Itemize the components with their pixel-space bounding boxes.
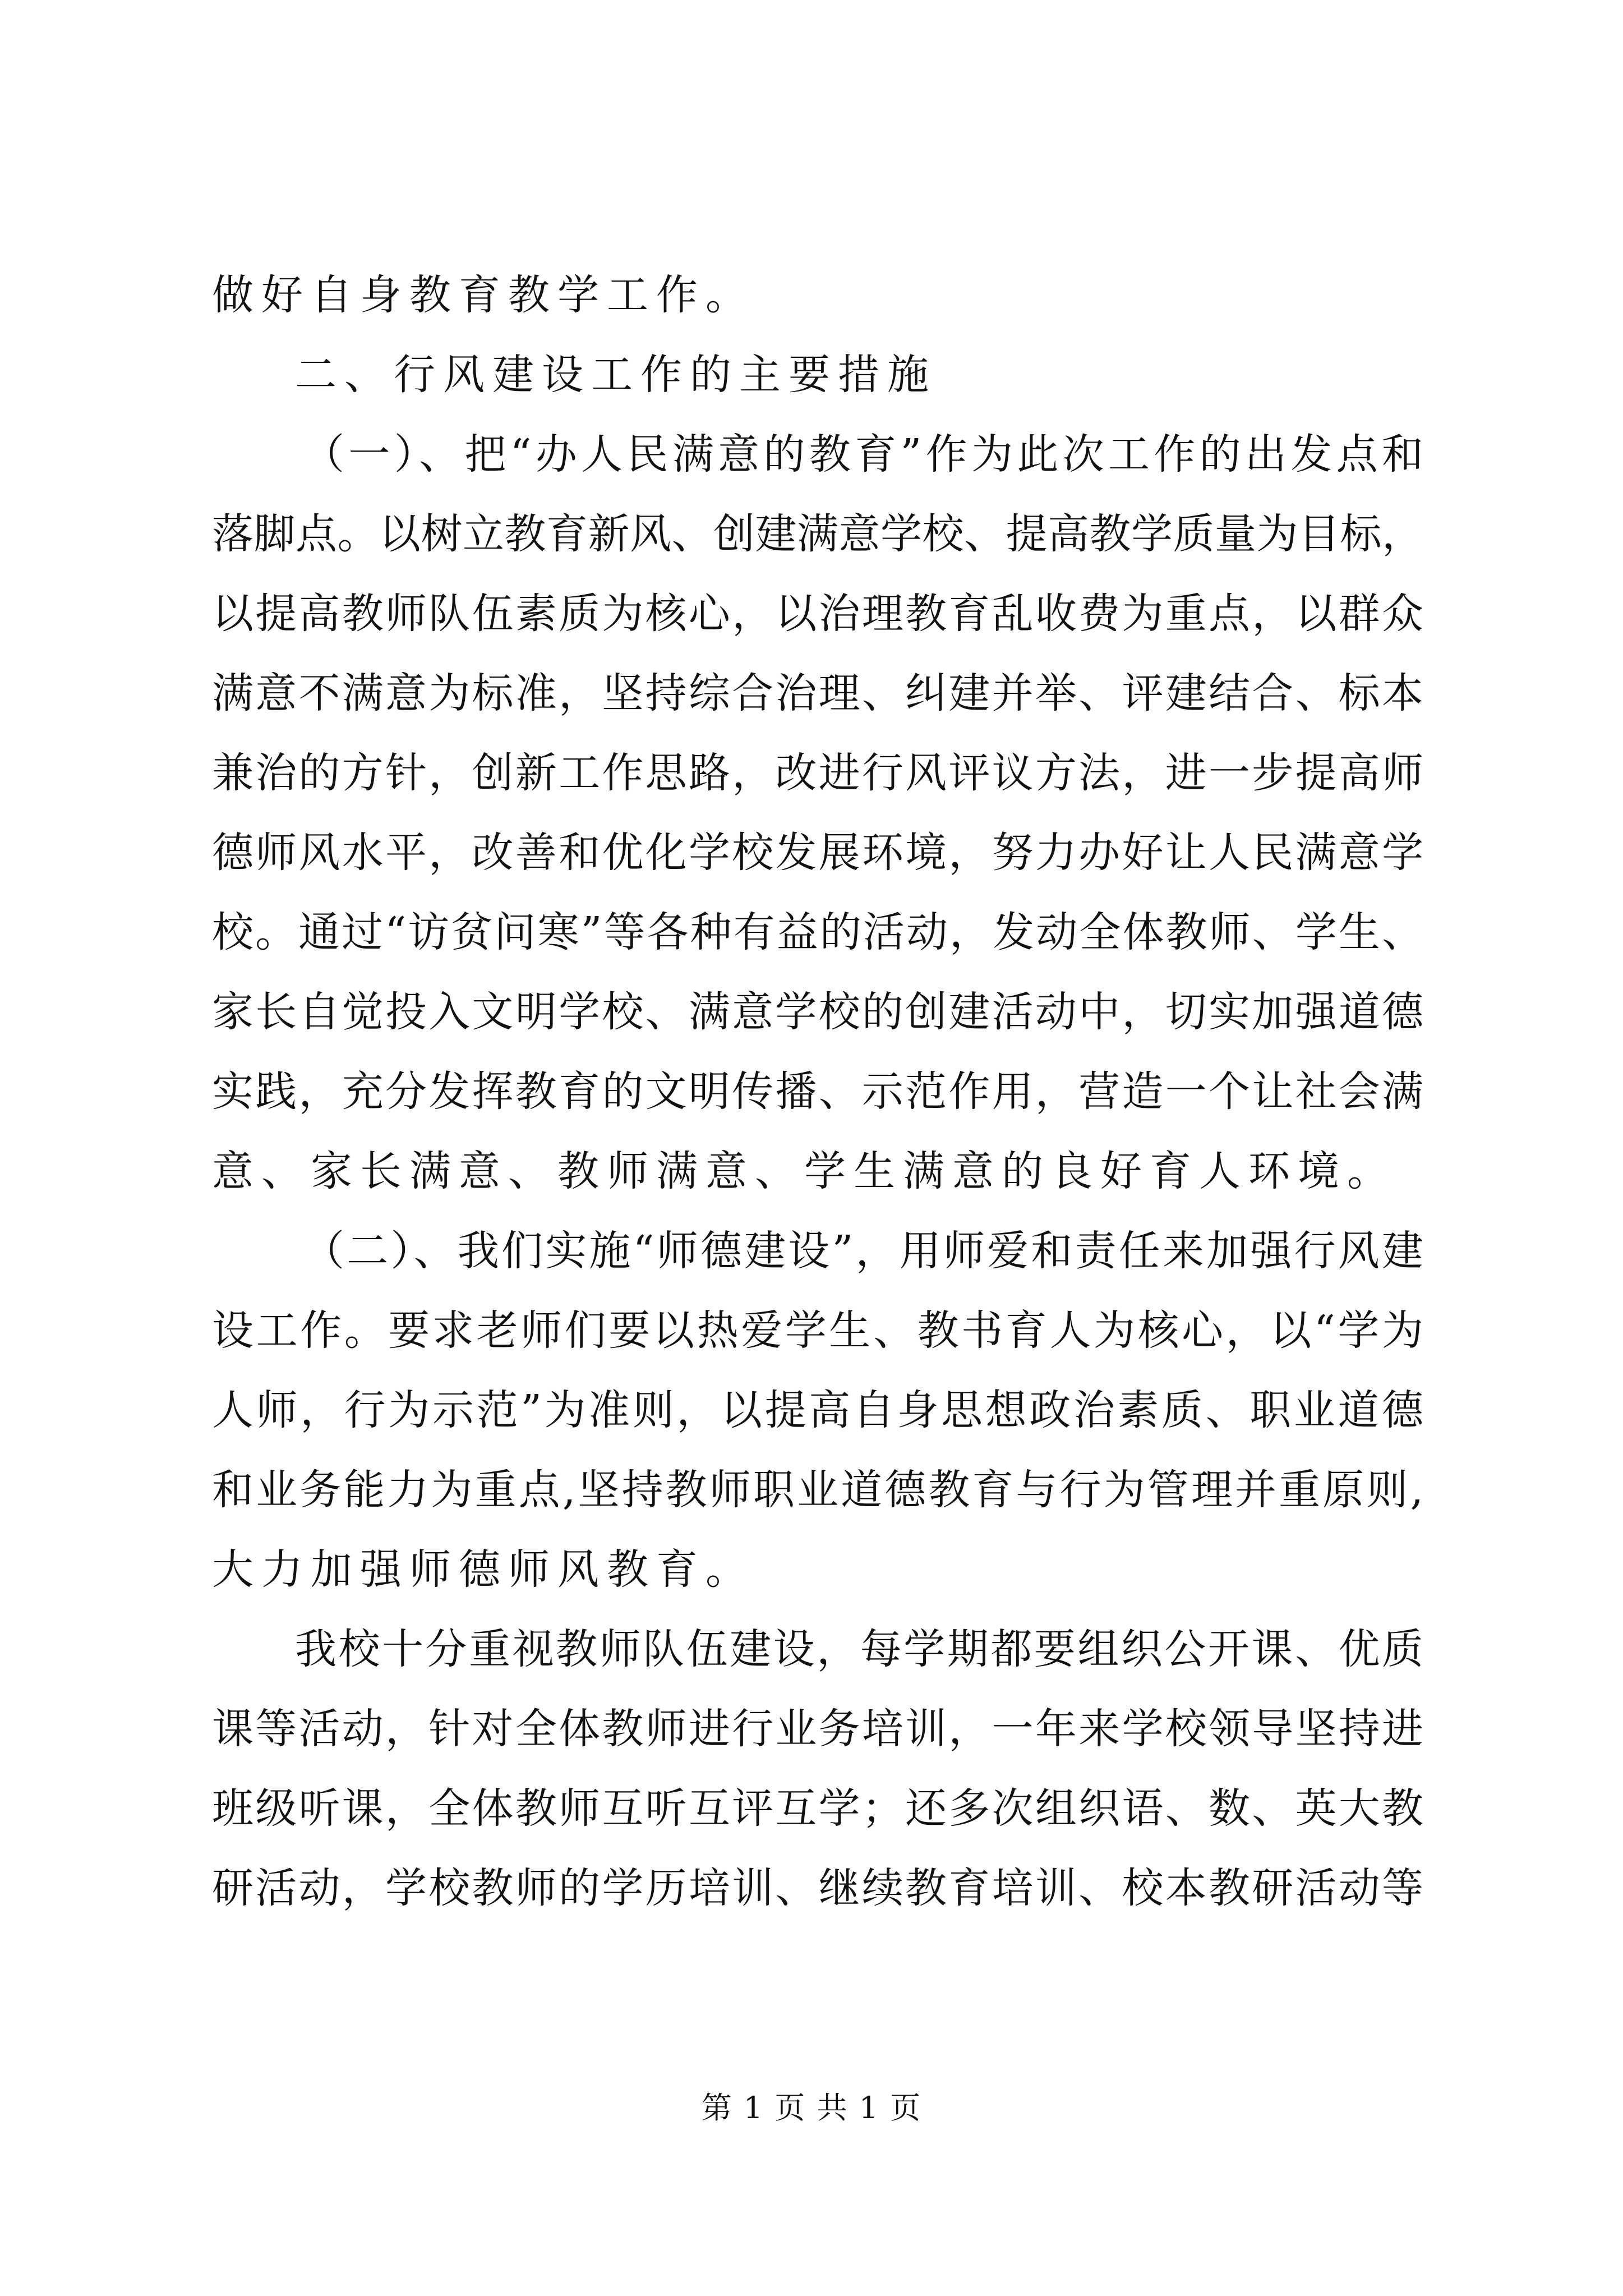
text-line-8: 德师风水平，改善和优化学校发展环境，努力办好让人民满意学: [212, 829, 1423, 877]
text-line-16: 和业务能力为重点,坚持教师职业道德教育与行为管理并重原则,: [212, 1466, 1423, 1514]
text-line-18: 我校十分重视教师队伍建设，每学期都要组织公开课、优质: [295, 1625, 1423, 1673]
text-line-10: 家长自觉投入文明学校、满意学校的创建活动中，切实加强道德: [212, 988, 1423, 1036]
text-line-17: 大力加强师德师风教育。: [212, 1545, 755, 1594]
text-line-13: （二）、我们实施“师德建设”，用师爱和责任来加强行风建: [303, 1227, 1423, 1275]
text-line-19: 课等活动，针对全体教师进行业务培训，一年来学校领导坚持进: [212, 1705, 1423, 1753]
text-line-1: 做好自身教育教学工作。: [212, 271, 755, 319]
page-footer: 第 1 页 共 1 页: [701, 2090, 922, 2125]
section-heading: 二、行风建设工作的主要措施: [295, 351, 937, 399]
text-line-4: 落脚点。以树立教育新风、创建满意学校、提高教学质量为目标，: [212, 510, 1423, 558]
text-line-3: （一）、把“办人民满意的教育”作为此次工作的出发点和: [303, 430, 1423, 478]
text-line-20: 班级听课，全体教师互听互评互学；还多次组织语、数、英大教: [212, 1784, 1423, 1833]
text-line-11: 实践，充分发挥教育的文明传播、示范作用，营造一个让社会满: [212, 1068, 1423, 1116]
text-line-5: 以提高教师队伍素质为核心，以治理教育乱收费为重点，以群众: [212, 590, 1423, 638]
text-line-15: 人师，行为示范”为准则，以提高自身思想政治素质、职业道德: [212, 1386, 1423, 1434]
text-line-6: 满意不满意为标准，坚持综合治理、纠建并举、评建结合、标本: [212, 669, 1423, 717]
text-line-14: 设工作。要求老师们要以热爱学生、教书育人为核心，以“学为: [212, 1306, 1423, 1355]
text-line-7: 兼治的方针，创新工作思路，改进行风评议方法，进一步提高师: [212, 749, 1423, 797]
text-line-12: 意、家长满意、教师满意、学生满意的良好育人环境。: [212, 1147, 1396, 1195]
document-body: [212, 255, 1423, 1928]
text-line-9: 校。通过“访贫问寒”等各种有益的活动，发动全体教师、学生、: [212, 908, 1423, 956]
text-line-21: 研活动，学校教师的学历培训、继续教育培训、校本教研活动等: [212, 1864, 1423, 1912]
